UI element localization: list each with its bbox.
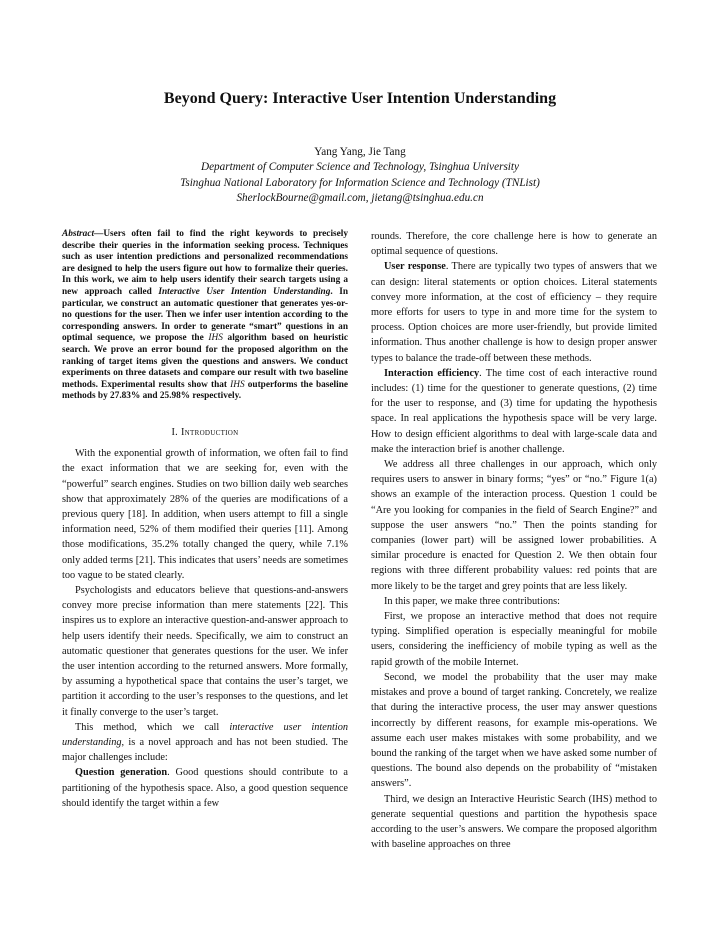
intro-paragraph-2: Psychologists and educators believe that questions-and-answers convey more precise information than mere statements [22]. This inspires us to explore an interactive question-and-answer approach to help users identify their needs. Specifically, we aim to construct an automatic questioner that generates questions for the user. We infer the user intention according to the returned answers. More formally, by assuming a hypothetical space that contains the user’s target, we partition it according to the user’s responses to the questions, and let it finally converge to the user’s target. [62,584,348,718]
challenge-question-generation [62,765,348,811]
right-paragraph-4: We address all three challenges in our approach, which only requires users to answer in binary forms; “yes” or “no.” Figure 1(a) shows an example of the interaction process. Question 1 could be “Are you looking for companies in the field of Search Engine?” and suppose the user answers “no.” Then the points standing for companies (lower part) will be assigned lower probabilities. A similar procedure is enacted for Question 2. We then obtain four regions with three different probability values: red points that are more likely to be the target and grey points that are less likely. [371,459,657,592]
challenge-heading: Question generation [75,767,168,779]
intro-paragraph-1: With the exponential growth of information, we often fail to find the exact information that we are seeking for, even with the “powerful” search engines. Studies on two billion daily web searches show that approximately 28% of the queries are modifications of a previous query [18]. In addition, when users attempt to fill a single information need, 52% of them modified their queries [11]. Among those modifications, 35.2% totally changed the query, while 7.1% only added terms [21]. This indicates that users’ needs are sometimes too vague to be stated clearly. [62,448,348,581]
author-block [0,145,720,207]
section-title: Introduction [180,426,239,438]
contribution-first: First, we propose an interactive method that does not require typing. Simplified operation is especially meaningful for mobile users, considering the inefficiency of mobile typing as well as the rapid growth of the mobile Internet. [371,611,657,668]
challenge-text: . Good questions should contribute to a partitioning of the hypothesis space. Also, a good question sequence should identify the target within a few [62,767,349,809]
right-paragraph-1: rounds. Therefore, the core challenge here is how to generate an optimal sequence of questions. [371,231,657,258]
intro-p3-text-a: This method, which we call [75,721,230,733]
challenge-heading: Interaction efficiency [384,367,480,379]
left-column [62,229,348,811]
abstract-ihs: IHS [208,333,223,344]
abstract-text-2: . In particular, we construct an automatic questioner that generates yes-or-no questions for the user. Then we infer user intention according to the corresponding answers. In order to generate “smart” questions in an optimal sequence, we propose the [62,286,349,344]
challenge-text: . There are typically two types of answers that we can design: literal statements or option choices. Literal statements convey more information, at the cost of efficiency – they require more efforts for users to type in and more time for the system to process. Option choices are more user-friendly, but provide limited information. Thus another challenge is how to design proper answer types to balance the trade-off between these methods. [371,261,657,364]
right-paragraph-5: In this paper, we make three contributions: [384,595,561,607]
abstract-text-3: algorithm based on heuristic search. We prove an error bound for the proposed algorithm on the ranking of target items given the questions and answers. We conduct experiments on three datasets and compare our result with two baseline methods. Experimental results show that [62,333,348,390]
intro-paragraph-3 [62,720,348,766]
abstract-text-1: —Users often fail to find the right keywords to precisely describe their queries in the information seeking process. Techniques such as user intention predictions and personalized recommendations are designed to help the users figure out how to formalize their queries. In this work, we aim to help users identify their search targets using a new approach called [62,229,348,297]
abstract-text-4: outperforms the baseline methods by 27.83% and 25.98% respectively. [62,379,349,402]
author-emails: SherlockBourne@gmail.com, jietang@tsinghua.edu.cn [236,192,484,205]
abstract-label: Abstract [62,229,95,239]
challenge-interaction-efficiency [371,366,657,457]
contribution-second: Second, we model the probability that the user may make mistakes and prove a bound of target ranking. Concretely, we realize that during the interactive process, the user may answer questions incorrectly by different reasons, for example mis-operations. We assume each user makes mistakes with some probability, and we bound the ranking of the target when we have asked some number of questions. The bound also depends on the probability of “mistaken answers”. [371,671,657,790]
challenge-text: . The time cost of each interactive round includes: (1) time for the questioner to generate questions, (2) time for the user to response, and (3) time for updating the hypothesis space. In real applications the hypothesis space will be very large. How to design efficient algorithms to deal with large-scale data and make the interaction brief is another challenge. [371,367,658,455]
abstract-ihs-2: IHS [230,379,245,390]
paper-title: Beyond Query: Interactive User Intention Understanding [163,90,557,107]
right-column [371,229,657,852]
abstract [62,229,348,403]
section-heading-introduction [62,425,348,440]
author-names: Yang Yang, Jie Tang [314,146,406,158]
intro-p3-term: interactive user intention understanding [62,721,348,748]
abstract-term: Interactive User Intention Understanding [158,286,331,297]
section-number: I. [171,426,179,438]
contribution-third: Third, we design an Interactive Heuristic Search (IHS) method to generate sequential questions and partition the hypothesis space according to the user’s answers. We compare the proposed algorithm with baseline approaches on three [371,793,657,851]
affiliation-dept: Department of Computer Science and Technology, Tsinghua University [201,161,519,174]
challenge-heading: User response [384,261,446,273]
affiliation-lab: Tsinghua National Laboratory for Information Science and Technology (TNList) [180,176,540,189]
challenge-user-response [371,259,657,365]
intro-p3-text-b: , is a novel approach and has not been studied. The major challenges include: [62,736,348,764]
